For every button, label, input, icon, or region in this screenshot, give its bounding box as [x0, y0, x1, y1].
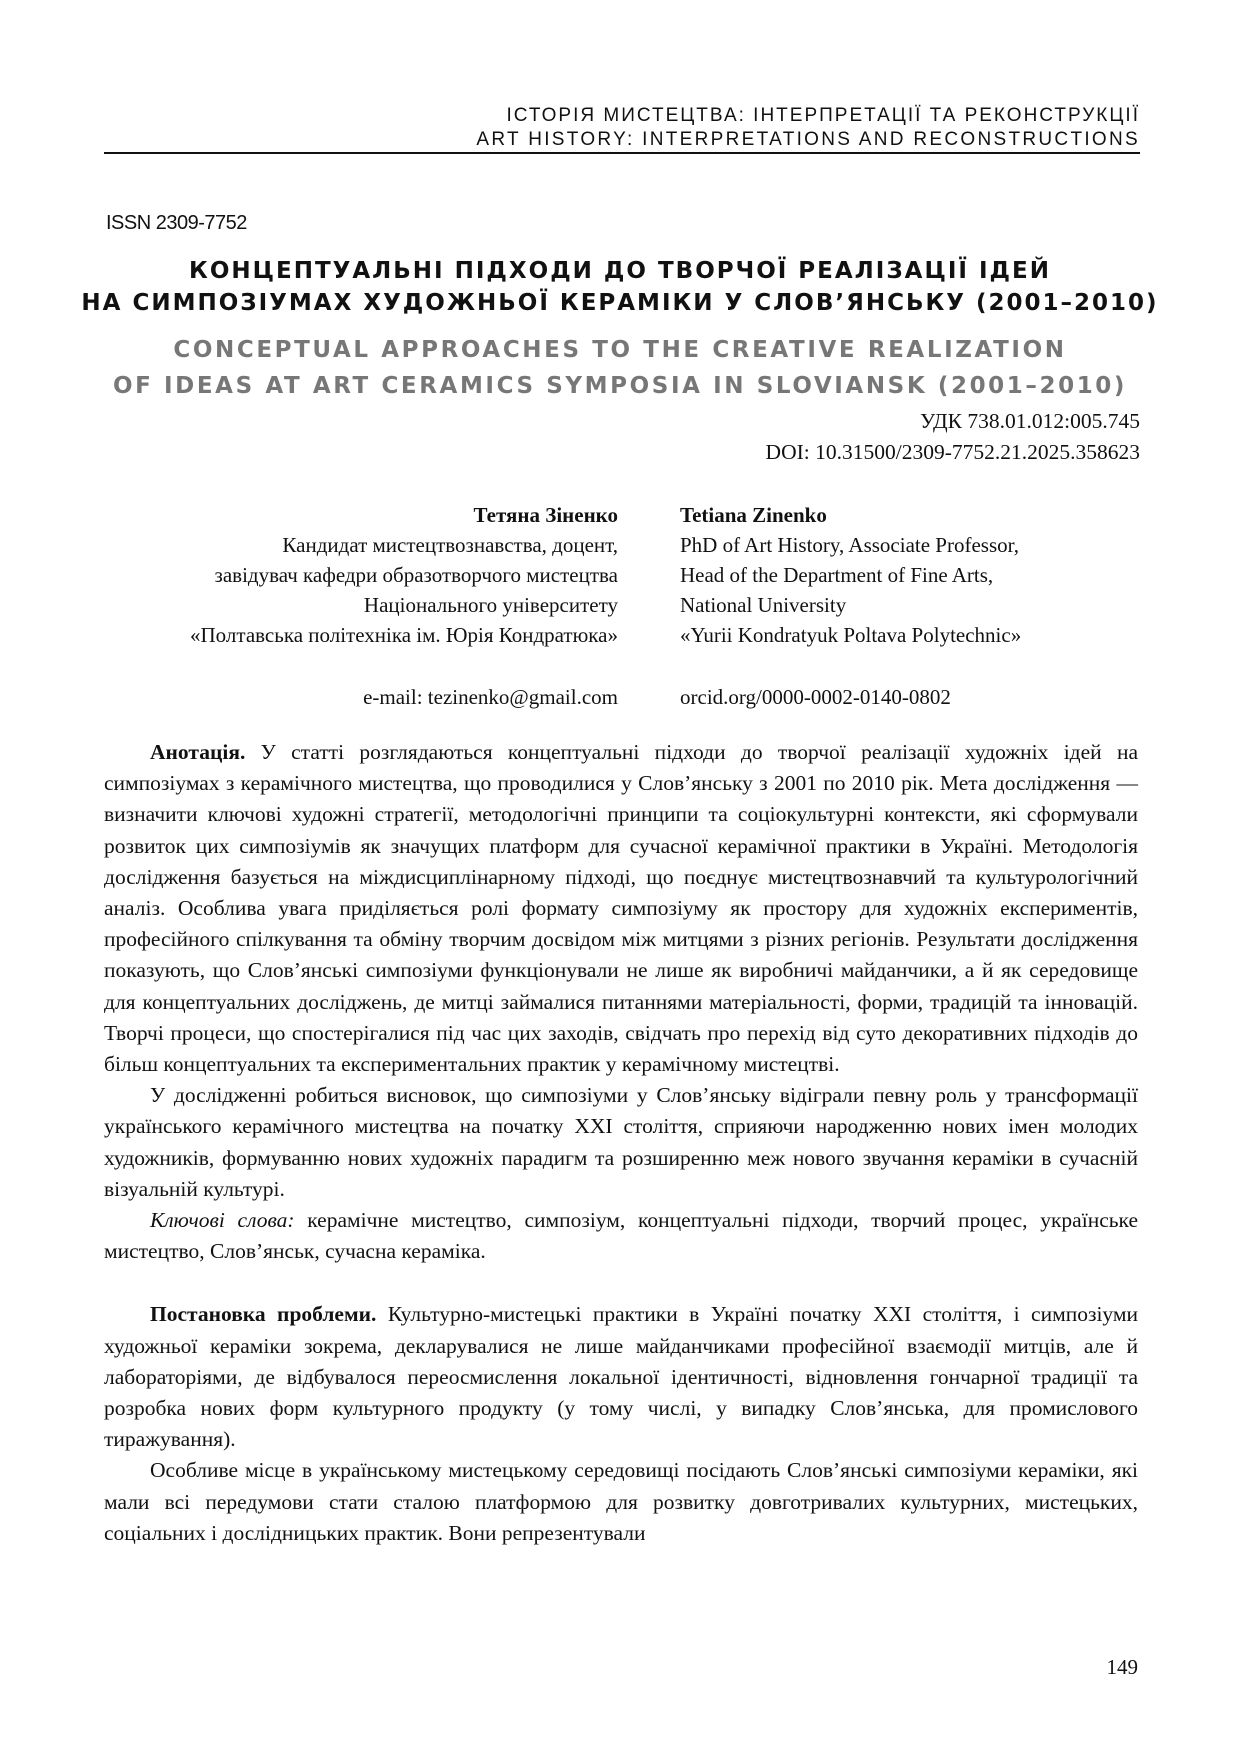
- running-header: [476, 104, 1140, 152]
- problem-paragraph-2: Особливе місце в українському мистецькому середовищі посідають Слов’янські симпозіуми кераміки, які мали всі передумови стати сталою платформою для розвитку довготривалих культурних, мистецьких, соціальних і дослідницьких практик. Вони репрезентували: [104, 1458, 1138, 1545]
- udc-code: УДК 738.01.012:005.745: [919, 409, 1140, 433]
- section-gap: [104, 1267, 1138, 1299]
- author-ua-position: завідувач кафедри образотворчого мистецтва: [214, 563, 618, 587]
- author-ua-university-name: «Полтавська політехніка ім. Юрія Кондратюка»: [190, 623, 618, 647]
- article-codes: [766, 406, 1140, 468]
- author-en-degree: PhD of Art History, Associate Professor,: [680, 533, 1020, 557]
- author-ua: [190, 500, 618, 712]
- running-header-en: ART HISTORY: INTERPRETATIONS AND RECONSTRUCTIONS: [476, 129, 1140, 150]
- title-en-line-2: OF IDEAS AT ART CERAMICS SYMPOSIA IN SLOVIANSK (2001–2010): [112, 373, 1128, 399]
- author-en-position: Head of the Department of Fine Arts,: [680, 563, 994, 587]
- article-title-en: [0, 332, 1240, 404]
- title-ua-line-2: НА СИМПОЗІУМАХ ХУДОЖНЬОЇ КЕРАМІКИ У СЛОВ’ЯНСЬКУ (2001–2010): [81, 290, 1159, 316]
- problem-label: Постановка проблеми.: [150, 1302, 377, 1327]
- header-rule: [104, 152, 1140, 154]
- running-header-ua: ІСТОРІЯ МИСТЕЦТВА: ІНТЕРПРЕТАЦІЇ ТА РЕКОНСТРУКЦІЇ: [506, 105, 1140, 126]
- page-number: 149: [1106, 1655, 1138, 1679]
- problem-paragraph: [104, 1299, 1138, 1455]
- abstract-paragraph: [104, 737, 1138, 1080]
- doi: DOI: 10.31500/2309-7752.21.2025.358623: [765, 440, 1140, 464]
- abstract-label: Анотація.: [150, 740, 246, 764]
- keywords-label: Ключові слова:: [150, 1208, 295, 1233]
- author-en-university-name: «Yurii Kondratyuk Poltava Polytechnic»: [680, 623, 1022, 647]
- author-en-university: National University: [680, 593, 847, 617]
- author-name-ua: Тетяна Зіненко: [473, 503, 618, 527]
- author-orcid: orcid.org/0000-0002-0140-0802: [680, 685, 951, 709]
- title-en-line-1: CONCEPTUAL APPROACHES TO THE CREATIVE REALIZATION: [173, 337, 1067, 363]
- author-ua-degree: Кандидат мистецтвознавства, доцент,: [282, 533, 618, 557]
- issn: ISSN 2309-7752: [106, 212, 247, 234]
- problem-text: Культурно-мистецькі практики в Україні початку XXI століття, і симпозіуми художньої кераміки зокрема, декларувалися не лише майданчиками професійної взаємодії митців, але й лабораторіями, де відбувалося переосмислення локальної ідентичності, відновлення гончарної традиції та розробка нових форм культурного продукту (у тому числі, у випадку Слов’янська, для промислового тиражування).: [104, 1302, 1139, 1452]
- abstract-conclusion: У дослідженні робиться висновок, що симпозіуми у Слов’янську відіграли певну роль у трансформації українського керамічного мистецтва на початку XXI століття, сприяючи народженню нових імен молодих художників, формуванню нових художніх парадигм та розширенню меж нового звучання кераміки в сучасній візуальній культурі.: [104, 1083, 1138, 1201]
- keywords-paragraph: [104, 1205, 1138, 1267]
- author-en: [680, 500, 1021, 712]
- author-name-en: Tetiana Zinenko: [680, 503, 827, 527]
- author-ua-university: Національного університету: [363, 593, 618, 617]
- article-title-ua: [0, 255, 1240, 319]
- keywords-text: керамічне мистецтво, симпозіум, концептуальні підходи, творчий процес, українське мистецтво, Слов’янськ, сучасна кераміка.: [104, 1208, 1139, 1264]
- title-ua-line-1: КОНЦЕПТУАЛЬНІ ПІДХОДИ ДО ТВОРЧОЇ РЕАЛІЗАЦІЇ ІДЕЙ: [189, 258, 1051, 284]
- article-body: [104, 737, 1138, 1549]
- author-email: e-mail: tezinenko@gmail.com: [363, 685, 618, 709]
- abstract-text: У статті розглядаються концептуальні підходи до творчої реалізації художніх ідей на симпозіумах з керамічного мистецтва, що проводилися у Слов’янську з 2001 по 2010 рік. Мета дослідження — визначити ключові художні стратегії, методологічні принципи та соціокультурні контексти, які сформували розвиток цих симпозіумів як значущих платформ для сучасної керамічної практики в Україні. Методологія дослідження базується на міждисциплінарному підході, що поєднує мистецтвознавчий та культурологічний аналіз. Особлива увага приділяється ролі формату симпозіуму як простору для художніх експериментів, професійного спілкування та обміну творчим досвідом між митцями з різних регіонів. Результати дослідження показують, що Слов’янські симпозіуми функціонували не лише як виробничі майданчики, а й як середовище для концептуальних досліджень, де митці займалися питаннями матеріальності, форми, традицій та інновацій. Творчі процеси, що спостерігалися під час цих заходів, свідчать про перехід від суто декоративних підходів до більш концептуальних та експериментальних практик у керамічному мистецтві.: [104, 740, 1138, 1077]
